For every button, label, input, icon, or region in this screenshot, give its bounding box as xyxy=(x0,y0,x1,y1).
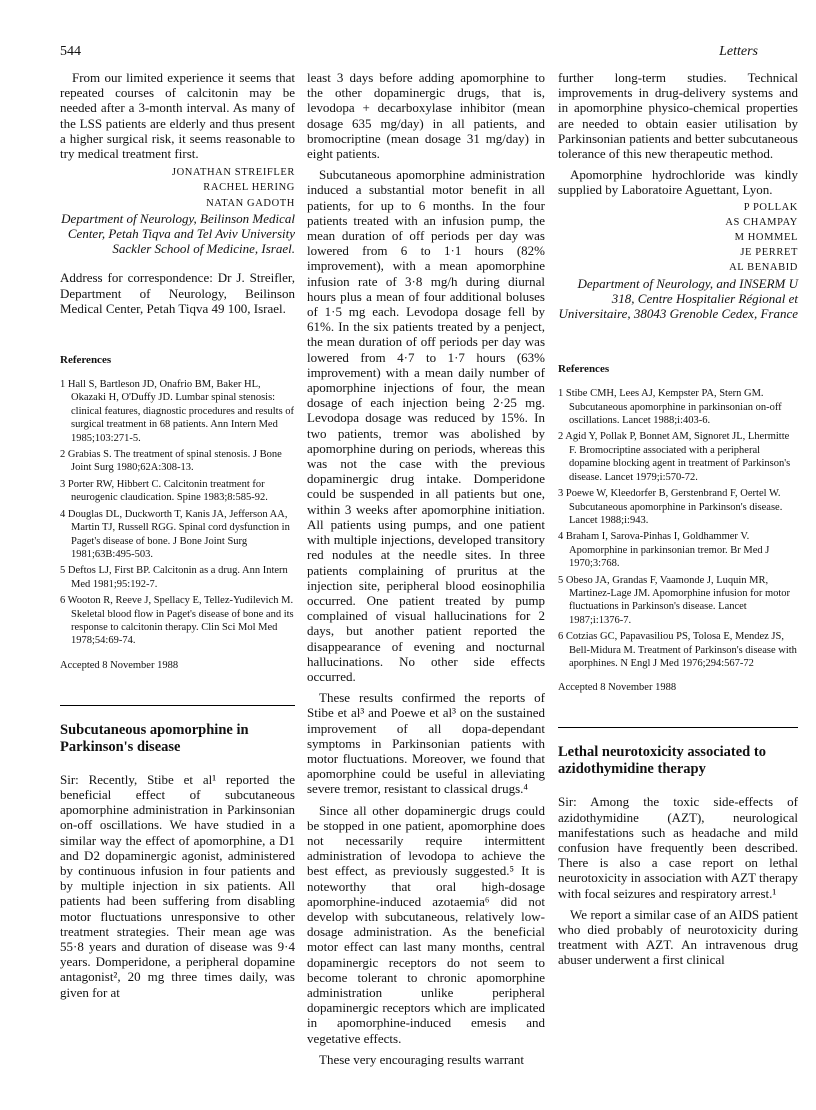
reference-item: 3 Poewe W, Kleedorfer B, Gerstenbrand F, Oertel W. Subcutaneous apomorphine in Parkinson's disease. Lancet 1988;i:943. xyxy=(558,488,783,526)
reference-item: 3 Porter RW, Hibbert C. Calcitonin treatment for neurogenic claudication. Spine 1983;8:585-92. xyxy=(60,478,268,504)
reference-list xyxy=(60,378,295,648)
column-1 xyxy=(60,70,295,1000)
reference-item: 4 Douglas DL, Duckworth T, Kanis JA, Jefferson AA, Martin TJ, Russell RGG. Spinal cord dysfunction in Paget's disease of bone. J Bone Joint Surg 1981;63B:495-503. xyxy=(60,508,290,560)
column-3 xyxy=(558,70,798,968)
accepted-date: Accepted 8 November 1988 xyxy=(60,659,179,671)
paragraph: Subcutaneous apomorphine administration induced a substantial motor benefit in all patients, for up to 6 months. In the four patients treated with an infusion pump, the mean duration of off periods per day was lowered from 6 to 1·1 hours (82% improvement), with a mean apomorphine infusion rate of 3·8 mg/h during diurnal hours plus a mean of four additional boluses of 1·5 mg each. Levodopa dosage fell by 61%. In the six patients treated by a penject, the mean duration of off periods per day was lowered from 4·7 to 1·7 hours (63% improvement) with a mean daily number of apomorphine injections of four, the mean dosage of each injection being 2·25 mg. Levodopa dosage was reduced by 15%. In two patients, tremor was abolished by apomorphine during on periods, whereas this was not the case with the previous dopaminergic drug intake. Domperidone could be suspended in all patients but one, within 3 weeks after apomorphine initiation. All patients using pumps, and one patient with multiple injections, developed transitory red nodules at the needle sites. In three patients complaining of pruritus at the injection site, peripheral blood eosinophilia occurred. One patient treated by pump complained of visual hallucinations for 2 days, but another patient reported the disappearance of evening and nocturnal hallucinations. No other side effects occurred. xyxy=(307,167,545,684)
author-name: NATAN GADOTH xyxy=(206,197,295,209)
paragraph: least 3 days before adding apomorphine to the other dopaminergic drugs, that is, levodopa + decarboxylase inhibitor (mean dosage 635 mg/day) in all patients, and bromocriptine (mean dosage 31 mg/day) in eight patients. xyxy=(307,70,545,162)
paragraph: From our limited experience it seems that repeated courses of calcitonin may be needed after a 3-month interval. As many of the LSS patients are elderly and thus present a higher surgical risk, it seems reasonable to try medical treatment first. xyxy=(60,70,295,162)
page-number: 544 xyxy=(60,44,81,59)
article-title: Lethal neurotoxicity associated to azidothymidine therapy xyxy=(558,744,766,778)
author-affiliation: Department of Neurology, and INSERM U 318, Centre Hospitalier Régional et Universitaire, 38043 Grenoble Cedex, France xyxy=(558,275,798,322)
references-heading: References xyxy=(60,354,112,367)
paragraph: Since all other dopaminergic drugs could be stopped in one patient, apomorphine does not necessarily require intermittent administration of levodopa to achieve the best effect, as previously suggested.⁵ It is noteworthy that oral high-dosage apomorphine-induced azotaemia⁶ did not develop with subcutaneous, relatively low-dosage administration. As the beneficial motor effect can last many months, central dopaminergic receptors do not seem to become tolerant to chronic apomorphine administration unlike peripheral dopaminergic receptors which are implicated in apomorphine-induced emesis and vegetative effects. xyxy=(307,802,545,1046)
reference-item: 2 Agid Y, Pollak P, Bonnet AM, Signoret JL, Lhermitte F. Bromocriptine associated with a peripheral dopamine blocking agent in treatment of Parkinson's disease. Lancet 1979;i:570-72. xyxy=(558,431,791,483)
paragraph: We report a similar case of an AIDS patient who died probably of neurotoxicity during treatment with AZT. An intravenous drug abuser underwent a first clinical xyxy=(558,906,798,968)
paragraph: Apomorphine hydrochloride was kindly supplied by Laboratoire Aguettant, Lyon. xyxy=(558,167,798,198)
author-name: P POLLAK xyxy=(743,201,798,213)
paragraph: Sir: Recently, Stibe et al¹ reported the beneficial effect of subcutaneous apomorphine administration in Parkinsonian on-off oscillations. We have studied in a similar way the effect of apomorphine, a D1 and D2 dopaminergic agonist, administered by continuous infusion in four patients and by multiple injection in six patients. All patients had been suffering from disabling motor fluctuations unresponsive to other treatment strategies. Their mean age was 55·8 years and duration of disease was 9·4 years. Domperidone, a peripheral dopamine antagonist², 20 mg three times daily, was given for at xyxy=(60,771,295,1000)
reference-item: 6 Wooton R, Reeve J, Spellacy E, Tellez-Yudilevich M. Skeletal blood flow in Paget's disease of bone and its response to calcitonin therapy. Clin Sci Mol Med 1978;54:69-74. xyxy=(60,595,294,647)
author-name: JONATHAN STREIFLER xyxy=(171,167,295,179)
author-name: AS CHAMPAY xyxy=(725,216,798,228)
reference-item: 4 Braham I, Sarova-Pinhas I, Goldhammer V. Apomorphine in parkinsonian tremor. Br Med J 1970;3:768. xyxy=(558,531,770,570)
author-affiliation: Department of Neurology, Beilinson Medical Center, Petah Tiqva and Tel Aviv University Sackler School of Medicine, Israel. xyxy=(61,210,295,257)
accepted-date: Accepted 8 November 1988 xyxy=(558,682,677,694)
reference-list xyxy=(558,387,798,670)
author-name: JE PERRET xyxy=(740,247,798,259)
section-header: Letters xyxy=(719,44,758,59)
author-name: RACHEL HERING xyxy=(203,182,295,194)
paragraph: These very encouraging results warrant xyxy=(319,1051,525,1067)
reference-item: 5 Deftos LJ, First BP. Calcitonin as a drug. Ann Intern Med 1981;95:192-7. xyxy=(60,565,288,590)
paragraph: further long-term studies. Technical improvements in drug-delivery systems and in apomorphine physico-chemical properties are needed to obtain easier utilisation by Parkinsonian patients and better subcutaneous tolerance of this new therapeutic method. xyxy=(558,70,798,162)
references-heading: References xyxy=(558,363,610,376)
section-divider xyxy=(60,705,295,706)
author-name: M HOMMEL xyxy=(734,232,798,244)
correspondence-address: Address for correspondence: Dr J. Streifler, Department of Neurology, Beilinson Medical Center, Petah Tiqva 49 100, Israel. xyxy=(60,270,295,316)
reference-item: 2 Grabias S. The treatment of spinal stenosis. J Bone Joint Surg 1980;62A:308-13. xyxy=(60,449,282,474)
column-2 xyxy=(307,70,545,1067)
section-divider xyxy=(558,727,798,728)
paragraph: These results confirmed the reports of Stibe et al³ and Poewe et al³ on the sustained improvement of all dopa-dependant symptoms in Parkinsonian patients with motor fluctuations. Moreover, we found that apomorphine could be useful in alleviating severe tremor, resistant to classical drugs.⁴ xyxy=(307,690,545,797)
reference-item: 1 Hall S, Bartleson JD, Onafrio BM, Baker HL, Okazaki H, O'Duffy JD. Lumbar spinal stenosis: clinical features, diagnostic procedures and results of surgical treatment in 68 patients. Ann Intern Med 1985;103:271-5. xyxy=(60,379,295,444)
reference-item: 6 Cotzias GC, Papavasiliou PS, Tolosa E, Mendez JS, Bell-Midura M. Treatment of Parkinson's disease with aporphines. N Engl J Med 1976;294:567-72 xyxy=(558,631,797,669)
author-name: AL BENABID xyxy=(729,262,798,274)
article-title: Subcutaneous apomorphine in Parkinson's disease xyxy=(60,721,249,755)
reference-item: 1 Stibe CMH, Lees AJ, Kempster PA, Stern GM. Subcutaneous apomorphine in parkinsonian on-off oscillations. Lancet 1988;i:403-6. xyxy=(558,388,782,427)
paragraph: Sir: Among the toxic side-effects of azidothymidine (AZT), neurological manifestations such as headache and mild confusion have frequently been described. There is also a case report on lethal neurotoxicity in association with AZT therapy with focal seizures and respiratory arrest.¹ xyxy=(558,794,798,901)
reference-item: 5 Obeso JA, Grandas F, Vaamonde J, Luquin MR, Martinez-Lage JM. Apomorphine infusion for motor fluctuations in Parkinson's disease. Lancet 1987;i:1376-7. xyxy=(558,574,791,626)
